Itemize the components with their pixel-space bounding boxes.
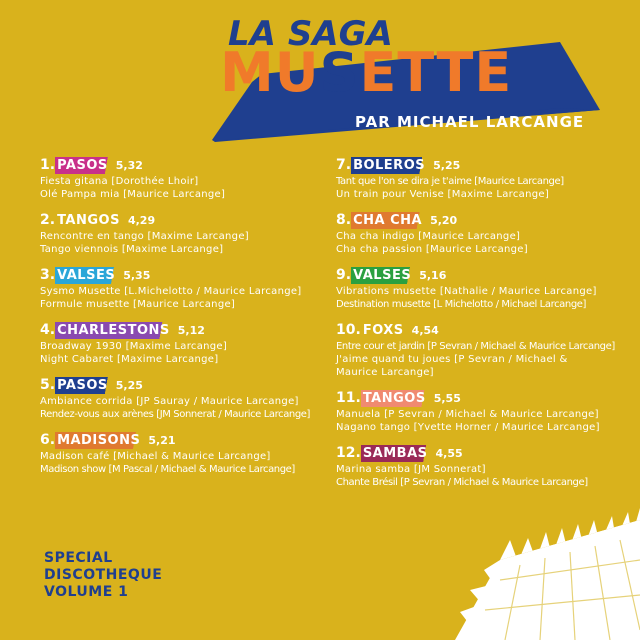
track-title: Sysmo Musette [L.Michelotto / Maurice Larcange] bbox=[40, 286, 302, 297]
tracklist-left bbox=[40, 155, 330, 485]
track-title: Madison show [M Pascal / Michael & Maurice Larcange] bbox=[40, 464, 295, 475]
track-entry bbox=[40, 320, 330, 366]
dance-category-tag: PASOS bbox=[55, 377, 112, 394]
entry-header bbox=[40, 430, 330, 450]
track-title: Vibrations musette [Nathalie / Maurice Larcange] bbox=[336, 286, 597, 297]
title-letter: U bbox=[274, 41, 320, 104]
track-entry bbox=[40, 265, 330, 311]
duration: 5,25 bbox=[115, 378, 143, 392]
title-line-1: LA SAGA bbox=[228, 14, 393, 54]
track-title: Tant que l'on se dira je t'aime [Maurice Larcange] bbox=[336, 176, 564, 187]
title-letter: E bbox=[359, 41, 398, 104]
entry-header bbox=[40, 155, 330, 175]
duration: 5,55 bbox=[433, 391, 461, 405]
track-entry bbox=[40, 155, 330, 201]
dance-category-tag: PASOS bbox=[55, 157, 112, 174]
special-edition-label bbox=[44, 550, 162, 601]
track-number: 6. bbox=[40, 432, 56, 448]
track-title: Marina samba [JM Sonnerat] bbox=[336, 464, 486, 475]
title-line-2 bbox=[220, 41, 513, 104]
track-number: 9. bbox=[336, 267, 352, 283]
dance-category-tag: VALSES bbox=[55, 267, 119, 284]
dance-category-tag: CHARLESTONS bbox=[55, 322, 174, 339]
track-title: Destination musette [L Michelotto / Michael Larcange] bbox=[336, 299, 587, 310]
duration: 5,35 bbox=[123, 268, 151, 282]
entry-header bbox=[40, 265, 330, 285]
duration: 5,32 bbox=[115, 158, 143, 172]
duration: 4,54 bbox=[411, 323, 439, 337]
entry-header bbox=[40, 320, 330, 340]
subtitle: PAR MICHAEL LARCANGE bbox=[355, 113, 585, 131]
title-letter: S bbox=[319, 41, 360, 104]
track-title: Cha cha passion [Maurice Larcange] bbox=[336, 244, 528, 255]
duration: 5,16 bbox=[419, 268, 447, 282]
track-title: Nagano tango [Yvette Horner / Maurice Larcange] bbox=[336, 422, 600, 433]
track-number: 1. bbox=[40, 157, 56, 173]
entry-header bbox=[336, 265, 626, 285]
tracklist-right bbox=[336, 155, 626, 498]
track-number: 7. bbox=[336, 157, 352, 173]
track-title: Manuela [P Sevran / Michael & Maurice Larcange] bbox=[336, 409, 599, 420]
track-title: Chante Brésil [P Sevran / Michael & Maurice Larcange] bbox=[336, 477, 588, 488]
track-entry bbox=[40, 375, 330, 421]
track-title: Fiesta gitana [Dorothée Lhoir] bbox=[40, 176, 199, 187]
dance-category-tag: VALSES bbox=[351, 267, 415, 284]
track-number: 11. bbox=[336, 390, 361, 406]
track-title: J'aime quand tu joues [P Sevran / Michael & bbox=[336, 354, 568, 365]
track-number: 4. bbox=[40, 322, 56, 338]
dance-category-tag: SAMBAS bbox=[361, 445, 432, 462]
track-title: Rencontre en tango [Maxime Larcange] bbox=[40, 231, 249, 242]
track-title: Ambiance corrida [JP Sauray / Maurice Larcange] bbox=[40, 396, 299, 407]
dance-category-tag: FOXS bbox=[361, 322, 408, 339]
track-number: 5. bbox=[40, 377, 56, 393]
duration: 4,55 bbox=[435, 446, 463, 460]
entry-header bbox=[336, 388, 626, 408]
entry-header bbox=[336, 210, 626, 230]
track-title: Olé Pampa mia [Maurice Larcange] bbox=[40, 189, 226, 200]
entry-header bbox=[40, 375, 330, 395]
track-title: Tango viennois [Maxime Larcange] bbox=[40, 244, 224, 255]
track-title: Formule musette [Maurice Larcange] bbox=[40, 299, 236, 310]
dance-category-tag: BOLEROS bbox=[351, 157, 429, 174]
duration: 5,25 bbox=[433, 158, 461, 172]
title-letter: T bbox=[436, 41, 475, 104]
track-entry bbox=[40, 430, 330, 476]
dance-category-tag: MADISONS bbox=[55, 432, 144, 449]
track-title: Night Cabaret [Maxime Larcange] bbox=[40, 354, 219, 365]
track-entry bbox=[336, 443, 626, 489]
dance-category-tag: TANGOS bbox=[361, 390, 430, 407]
track-number: 2. bbox=[40, 212, 56, 228]
track-title: Un train pour Venise [Maxime Larcange] bbox=[336, 189, 550, 200]
dance-category-tag: TANGOS bbox=[55, 212, 124, 229]
track-entry bbox=[336, 320, 626, 379]
track-entry bbox=[336, 210, 626, 256]
track-entry bbox=[336, 155, 626, 201]
track-number: 8. bbox=[336, 212, 352, 228]
duration: 5,20 bbox=[430, 213, 458, 227]
track-title: Madison café [Michael & Maurice Larcange] bbox=[40, 451, 271, 462]
duration: 4,29 bbox=[127, 213, 156, 227]
track-title: Broadway 1930 [Maxime Larcange] bbox=[40, 341, 228, 352]
track-entry bbox=[336, 388, 626, 434]
track-title: Entre cour et jardin [P Sevran / Michael & Maurice Larcange] bbox=[336, 341, 615, 352]
title-letter: M bbox=[220, 41, 275, 104]
track-entry bbox=[336, 265, 626, 311]
entry-header bbox=[40, 210, 330, 230]
track-number: 3. bbox=[40, 267, 56, 283]
track-number: 10. bbox=[336, 322, 361, 338]
entry-header bbox=[336, 320, 626, 340]
special-line-1: SPECIAL bbox=[44, 550, 113, 566]
special-line-2: DISCOTHEQUE bbox=[44, 567, 163, 583]
special-line-3: VOLUME 1 bbox=[44, 584, 129, 600]
dance-category-tag: CHA CHA bbox=[351, 212, 426, 229]
track-title: Cha cha indigo [Maurice Larcange] bbox=[336, 231, 521, 242]
track-number: 12. bbox=[336, 445, 361, 461]
entry-header bbox=[336, 443, 626, 463]
track-title: Rendez-vous aux arènes [JM Sonnerat / Maurice Larcange] bbox=[40, 409, 311, 420]
title-letter: T bbox=[397, 41, 437, 104]
title-letter: E bbox=[474, 41, 513, 104]
track-title: Maurice Larcange] bbox=[336, 367, 434, 378]
duration: 5,21 bbox=[148, 433, 176, 447]
track-entry bbox=[40, 210, 330, 256]
duration: 5,12 bbox=[177, 323, 205, 337]
entry-header bbox=[336, 155, 626, 175]
